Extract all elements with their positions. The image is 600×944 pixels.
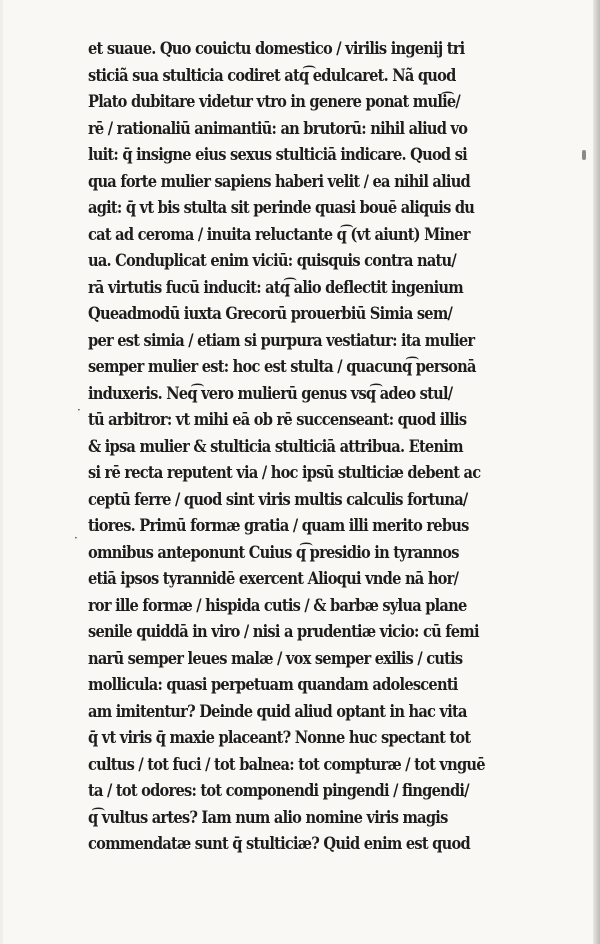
text-line: ror ille formæ / hispida cutis / & barbæ sylua plane xyxy=(88,595,467,616)
text-line: commendatæ sunt q̄ stulticiæ? Quid enim est quod xyxy=(88,834,470,854)
text-line: rē / rationaliū animantiū: an brutorū: nihil aliud vo xyxy=(88,118,468,139)
text-line: agit: q̄ vt bis stulta sit perinde quasi bouē aliquis du xyxy=(88,198,475,218)
text-line: q̄ vt viris q̄ maxie placeant? Nonne huc spectant tot xyxy=(88,728,471,748)
text-line: induxeris. Neq͡ vero mulierū genus vsq͡ adeo stul/ xyxy=(88,383,453,404)
text-line: semper mulier est: hoc est stulta / quacunq͡ personā xyxy=(88,357,476,377)
margin-dot-mark: · xyxy=(77,403,81,417)
text-line: si rē recta reputent via / hoc ipsū stulticiæ debent ac xyxy=(88,463,481,483)
page-left-edge xyxy=(0,0,3,944)
text-line: et suaue. Quo couictu domestico / virilis ingenij tri xyxy=(88,39,465,59)
text-line: q͡ vultus artes? Iam num alio nomine viris magis xyxy=(88,807,448,828)
text-line: cultus / tot fuci / tot balnea: tot compturæ / tot vnguē xyxy=(88,754,485,775)
ink-spot xyxy=(582,150,586,160)
text-line: ta / tot odores: tot componendi pingendi / fingendi/ xyxy=(88,781,469,801)
text-line: senile quiddā in viro / nisi a prudentiæ vicio: cū femi xyxy=(88,622,479,642)
text-line: Queadmodū iuxta Grecorū prouerbiū Simia sem/ xyxy=(88,304,453,324)
text-line: qua forte mulier sapiens haberi velit / ea nihil aliud xyxy=(88,171,471,192)
text-line: mollicula: quasi perpetuam quandam adolescenti xyxy=(88,675,458,695)
text-line: etiā ipsos tyrannidē exercent Alioqui vnde nā hor/ xyxy=(88,569,459,589)
text-line: & ipsa mulier & stulticia stulticiā attribua. Etenim xyxy=(88,436,463,457)
text-line: ceptū ferre / quod sint viris multis calculis fortuna/ xyxy=(88,489,468,510)
text-line: narū semper leues malæ / vox semper exilis / cutis xyxy=(88,648,463,669)
text-line: rā virtutis fucū inducit: atq͡ alio deflectit ingenium xyxy=(88,277,463,298)
body-text xyxy=(88,36,564,858)
page-right-edge xyxy=(593,0,600,944)
text-line: Plato dubitare videtur vtro in genere ponat muli͡e/ xyxy=(88,92,461,112)
text-line: cat ad ceroma / inuita reluctante q͡ (vt aiunt) Miner xyxy=(88,224,470,245)
text-line: sticiã sua stulticia codiret atq͡ edulcaret. Nã quod xyxy=(88,65,456,86)
text-line: tiores. Primū formæ gratia / quam illi merito rebus xyxy=(88,516,469,536)
text-line: omnibus anteponunt Cuius q͡ presidio in tyrannos xyxy=(88,542,459,563)
text-line: ua. Conduplicat enim viciū: quisquis contra natu/ xyxy=(88,251,456,271)
text-line: per est simia / etiam si purpura vestiatur: ita mulier xyxy=(88,330,475,351)
text-line: tū arbitror: vt mihi eā ob rē succenseant: quod illis xyxy=(88,410,467,430)
margin-dot-mark: · xyxy=(74,531,78,545)
text-line: am imitentur? Deinde quid aliud optant in hac vita xyxy=(88,701,467,722)
text-line: luit: q̄ insigne eius sexus stulticiā indicare. Quod si xyxy=(88,145,467,165)
